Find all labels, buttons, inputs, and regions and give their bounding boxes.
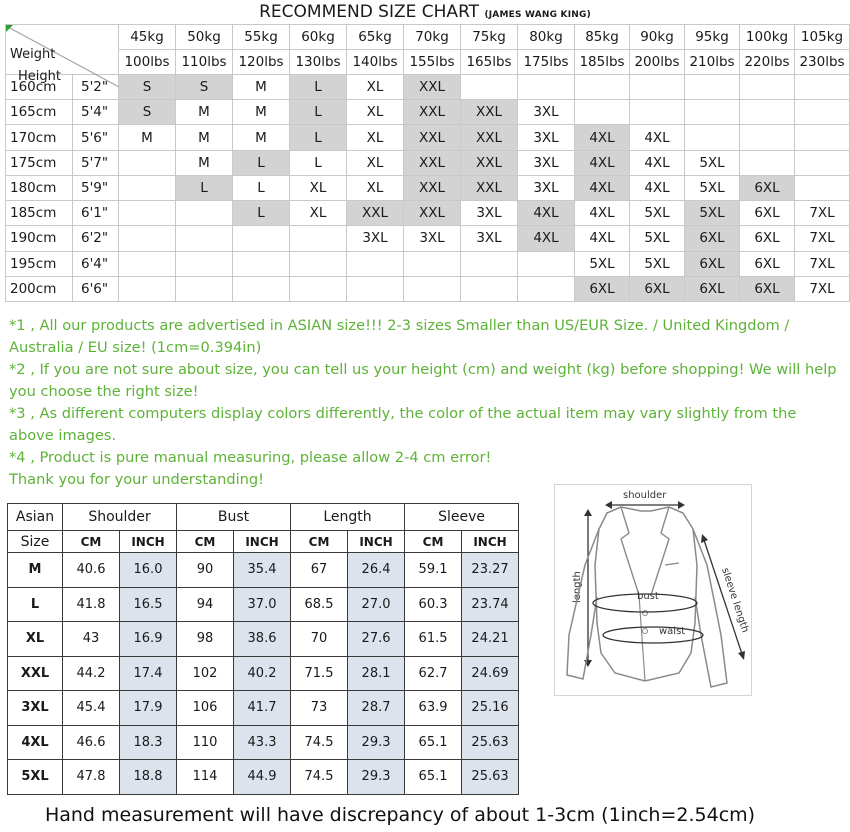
measure-inch-cell: 37.0: [234, 587, 291, 622]
measure-cm-cell: 46.6: [63, 725, 120, 760]
measure-inch-cell: 18.8: [120, 760, 177, 795]
weight-lbs-header: 155lbs: [404, 50, 461, 75]
measurement-row-XL: [8, 622, 519, 657]
measure-inch-cell: 38.6: [234, 622, 291, 657]
recommended-size-cell: L: [233, 201, 290, 226]
recommended-size-cell: [176, 251, 233, 276]
unit-inch: INCH: [120, 531, 177, 553]
note-1: *1 , All our products are advertised in ASIAN size!!! 2-3 sizes Smaller than US/EUR Size. / United Kingdom / Australia / EU size! (1cm=0.394in): [9, 317, 790, 356]
weight-lbs-header: 200lbs: [630, 50, 685, 75]
recommended-size-cell: M: [233, 75, 290, 100]
note-4: *4 , Product is pure manual measuring, please allow 2-4 cm error!: [9, 449, 492, 466]
recommended-size-cell: [119, 175, 176, 200]
recommended-size-cell: [347, 276, 404, 301]
recommended-size-cell: [233, 251, 290, 276]
size-row-170cm: [6, 125, 850, 150]
recommended-size-cell: XL: [290, 201, 347, 226]
recommended-size-cell: S: [119, 75, 176, 100]
recommended-size-cell: [795, 75, 850, 100]
measure-cm-cell: 61.5: [405, 622, 462, 657]
measure-cm-cell: 44.2: [63, 656, 120, 691]
length-label: length: [572, 571, 583, 603]
recommended-size-cell: M: [176, 100, 233, 125]
recommended-size-cell: 4XL: [630, 125, 685, 150]
recommended-size-cell: [630, 100, 685, 125]
height-ft: 5'6": [73, 125, 119, 150]
shoulder-label: shoulder: [623, 490, 667, 501]
recommended-size-cell: XL: [290, 175, 347, 200]
recommended-size-cell: 3XL: [518, 100, 575, 125]
recommended-size-cell: [575, 100, 630, 125]
recommended-size-cell: [795, 150, 850, 175]
footer-note: Hand measurement will have discrepancy of about 1-3cm (1inch=2.54cm): [44, 804, 756, 826]
kg-header-row: [6, 25, 850, 50]
measure-inch-cell: 25.16: [462, 691, 519, 726]
measure-inch-cell: 26.4: [348, 553, 405, 588]
recommended-size-cell: XXL: [404, 75, 461, 100]
weight-lbs-header: 120lbs: [233, 50, 290, 75]
size-row-200cm: [6, 276, 850, 301]
note-thanks: Thank you for your understanding!: [9, 471, 264, 488]
measure-inch-cell: 44.9: [234, 760, 291, 795]
size-row-185cm: [6, 201, 850, 226]
recommended-size-cell: L: [290, 125, 347, 150]
recommended-size-cell: 6XL: [685, 226, 740, 251]
recommended-size-cell: [233, 226, 290, 251]
measure-cm-cell: 63.9: [405, 691, 462, 726]
recommended-size-cell: XXL: [404, 100, 461, 125]
measure-cm-cell: 73: [291, 691, 348, 726]
recommended-size-cell: 3XL: [347, 226, 404, 251]
measure-cm-cell: 43: [63, 622, 120, 657]
weight-lbs-header: 220lbs: [740, 50, 795, 75]
unit-inch: INCH: [348, 531, 405, 553]
recommended-size-cell: [119, 226, 176, 251]
recommended-size-cell: L: [290, 75, 347, 100]
recommended-size-cell: [685, 75, 740, 100]
waist-label: waist: [659, 626, 686, 637]
weight-kg-header: 85kg: [575, 25, 630, 50]
weight-kg-header: 105kg: [795, 25, 850, 50]
weight-kg-header: 50kg: [176, 25, 233, 50]
recommended-size-cell: XXL: [404, 201, 461, 226]
recommended-size-cell: 7XL: [795, 251, 850, 276]
weight-height-corner: [6, 25, 119, 84]
recommended-size-cell: 5XL: [630, 251, 685, 276]
recommended-size-cell: [795, 125, 850, 150]
recommended-size-cell: [176, 226, 233, 251]
recommended-size-cell: [630, 75, 685, 100]
measure-inch-cell: 35.4: [234, 553, 291, 588]
weight-lbs-header: 185lbs: [575, 50, 630, 75]
measure-cm-cell: 60.3: [405, 587, 462, 622]
note-3: *3 , As different computers display colors differently, the color of the actual item may vary slightly from the above images.: [9, 405, 797, 444]
shoulder-header: Shoulder: [63, 504, 177, 531]
measure-cm-cell: 41.8: [63, 587, 120, 622]
recommended-size-cell: [795, 100, 850, 125]
recommended-size-cell: L: [290, 150, 347, 175]
measure-inch-cell: 43.3: [234, 725, 291, 760]
asian-size-cell: 3XL: [8, 691, 63, 726]
recommended-size-cell: [740, 75, 795, 100]
recommended-size-cell: S: [176, 75, 233, 100]
recommended-size-cell: 4XL: [575, 175, 630, 200]
weight-lbs-header: 230lbs: [795, 50, 850, 75]
measurement-body: [8, 553, 519, 795]
measure-inch-cell: 23.27: [462, 553, 519, 588]
recommended-size-cell: 3XL: [518, 175, 575, 200]
notes: [9, 315, 845, 491]
asian-size-cell: 4XL: [8, 725, 63, 760]
measure-cm-cell: 90: [177, 553, 234, 588]
recommended-size-cell: 5XL: [685, 201, 740, 226]
recommended-size-cell: [176, 201, 233, 226]
recommended-size-cell: 6XL: [685, 251, 740, 276]
weight-kg-header: 45kg: [119, 25, 176, 50]
recommended-size-cell: 6XL: [740, 276, 795, 301]
unit-inch: INCH: [234, 531, 291, 553]
recommended-size-cell: 4XL: [575, 226, 630, 251]
recommended-size-cell: [685, 125, 740, 150]
height-cm: 175cm: [6, 150, 73, 175]
recommended-size-cell: XXL: [461, 100, 518, 125]
recommended-size-cell: XXL: [347, 201, 404, 226]
weight-lbs-header: 140lbs: [347, 50, 404, 75]
recommended-size-cell: 3XL: [461, 226, 518, 251]
weight-label: Weight: [10, 47, 56, 62]
height-ft: 5'9": [73, 175, 119, 200]
recommended-size-cell: [740, 100, 795, 125]
recommended-size-cell: [461, 75, 518, 100]
recommended-size-cell: 3XL: [518, 150, 575, 175]
asian-size-cell: 5XL: [8, 760, 63, 795]
weight-kg-header: 100kg: [740, 25, 795, 50]
measurement-row-XXL: [8, 656, 519, 691]
recommended-size-cell: [795, 175, 850, 200]
height-ft: 5'4": [73, 100, 119, 125]
recommended-size-cell: 3XL: [404, 226, 461, 251]
measure-cm-cell: 102: [177, 656, 234, 691]
height-cm: 190cm: [6, 226, 73, 251]
recommended-size-cell: [575, 75, 630, 100]
measure-inch-cell: 25.63: [462, 725, 519, 760]
recommended-size-cell: 6XL: [630, 276, 685, 301]
recommended-size-cell: 6XL: [740, 175, 795, 200]
height-ft: 5'7": [73, 150, 119, 175]
measure-cm-cell: 70: [291, 622, 348, 657]
length-header: Length: [291, 504, 405, 531]
measure-inch-cell: 16.5: [120, 587, 177, 622]
weight-kg-header: 80kg: [518, 25, 575, 50]
recommended-size-cell: [518, 75, 575, 100]
asian-size-cell: XL: [8, 622, 63, 657]
unit-cm: CM: [405, 531, 462, 553]
measure-inch-cell: 28.1: [348, 656, 405, 691]
weight-lbs-header: 165lbs: [461, 50, 518, 75]
recommended-size-cell: M: [233, 125, 290, 150]
recommended-size-cell: 6XL: [575, 276, 630, 301]
measure-inch-cell: 23.74: [462, 587, 519, 622]
measure-cm-cell: 62.7: [405, 656, 462, 691]
recommended-size-cell: 4XL: [575, 125, 630, 150]
measurement-unit-row: [8, 531, 519, 553]
height-cm: 165cm: [6, 100, 73, 125]
recommended-size-cell: 4XL: [630, 175, 685, 200]
size-row-160cm: [6, 75, 850, 100]
recommended-size-cell: [233, 276, 290, 301]
unit-cm: CM: [177, 531, 234, 553]
measure-cm-cell: 74.5: [291, 725, 348, 760]
chart-title-main: RECOMMEND SIZE CHART: [259, 2, 480, 22]
recommended-size-cell: 7XL: [795, 226, 850, 251]
recommended-size-cell: 4XL: [518, 226, 575, 251]
recommended-size-cell: M: [176, 125, 233, 150]
height-cm: 170cm: [6, 125, 73, 150]
measure-inch-cell: 28.7: [348, 691, 405, 726]
recommended-size-cell: 3XL: [461, 201, 518, 226]
recommended-size-cell: [740, 150, 795, 175]
height-cm: 185cm: [6, 201, 73, 226]
measure-cm-cell: 65.1: [405, 760, 462, 795]
measure-cm-cell: 110: [177, 725, 234, 760]
measure-inch-cell: 16.0: [120, 553, 177, 588]
measure-cm-cell: 47.8: [63, 760, 120, 795]
recommended-size-cell: XL: [347, 100, 404, 125]
recommended-size-cell: 4XL: [630, 150, 685, 175]
measurement-table: [7, 503, 519, 795]
recommended-size-cell: XL: [347, 125, 404, 150]
jacket-illustration: [555, 485, 751, 695]
weight-kg-header: 60kg: [290, 25, 347, 50]
jacket-diagram: [554, 484, 752, 696]
size-row-175cm: [6, 150, 850, 175]
weight-kg-header: 75kg: [461, 25, 518, 50]
recommended-size-cell: 6XL: [740, 226, 795, 251]
recommended-size-cell: L: [176, 175, 233, 200]
measure-cm-cell: 114: [177, 760, 234, 795]
measure-inch-cell: 24.21: [462, 622, 519, 657]
recommended-size-cell: [461, 276, 518, 301]
weight-kg-header: 90kg: [630, 25, 685, 50]
weight-kg-header: 95kg: [685, 25, 740, 50]
unit-inch: INCH: [462, 531, 519, 553]
measure-inch-cell: 41.7: [234, 691, 291, 726]
recommended-size-cell: [119, 276, 176, 301]
recommended-size-cell: 5XL: [575, 251, 630, 276]
recommended-size-cell: XXL: [461, 125, 518, 150]
recommend-size-table: [5, 24, 850, 302]
measurement-group-row: [8, 504, 519, 531]
recommended-size-cell: XXL: [404, 125, 461, 150]
recommended-size-cell: L: [290, 100, 347, 125]
recommended-size-cell: XXL: [461, 175, 518, 200]
measure-inch-cell: 16.9: [120, 622, 177, 657]
measurement-row-3XL: [8, 691, 519, 726]
recommended-size-cell: S: [119, 100, 176, 125]
size-row-190cm: [6, 226, 850, 251]
height-label: Height: [18, 69, 61, 84]
recommended-size-cell: [176, 276, 233, 301]
measure-inch-cell: 40.2: [234, 656, 291, 691]
recommended-size-cell: 5XL: [630, 226, 685, 251]
recommended-size-cell: [461, 251, 518, 276]
measure-inch-cell: 18.3: [120, 725, 177, 760]
recommended-size-cell: 3XL: [518, 125, 575, 150]
size-row-180cm: [6, 175, 850, 200]
height-ft: 6'2": [73, 226, 119, 251]
weight-lbs-header: 210lbs: [685, 50, 740, 75]
measure-cm-cell: 65.1: [405, 725, 462, 760]
measure-cm-cell: 40.6: [63, 553, 120, 588]
measure-cm-cell: 94: [177, 587, 234, 622]
recommended-size-cell: 6XL: [685, 276, 740, 301]
height-cm: 160cm: [6, 75, 73, 100]
measurement-row-M: [8, 553, 519, 588]
recommended-size-cell: XXL: [404, 175, 461, 200]
recommended-size-cell: [347, 251, 404, 276]
recommended-size-cell: M: [233, 100, 290, 125]
measure-cm-cell: 98: [177, 622, 234, 657]
recommended-size-cell: XL: [347, 75, 404, 100]
recommended-size-cell: [740, 125, 795, 150]
height-ft: 6'1": [73, 201, 119, 226]
sleeve-header: Sleeve: [405, 504, 519, 531]
bust-header: Bust: [177, 504, 291, 531]
measure-inch-cell: 17.4: [120, 656, 177, 691]
chart-brand: (JAMES WANG KING): [484, 10, 591, 20]
chart-title: [0, 0, 850, 24]
bust-label: bust: [637, 591, 659, 602]
size-row-165cm: [6, 100, 850, 125]
height-cm: 195cm: [6, 251, 73, 276]
height-cm: 180cm: [6, 175, 73, 200]
recommended-size-cell: [518, 251, 575, 276]
weight-lbs-header: 110lbs: [176, 50, 233, 75]
unit-cm: CM: [291, 531, 348, 553]
recommended-size-cell: [518, 276, 575, 301]
measure-cm-cell: 71.5: [291, 656, 348, 691]
measure-cm-cell: 67: [291, 553, 348, 588]
recommended-size-cell: 4XL: [575, 201, 630, 226]
measure-inch-cell: 29.3: [348, 725, 405, 760]
recommended-size-cell: XL: [347, 150, 404, 175]
measure-cm-cell: 68.5: [291, 587, 348, 622]
measure-cm-cell: 74.5: [291, 760, 348, 795]
recommended-size-cell: [119, 251, 176, 276]
recommended-size-cell: [404, 276, 461, 301]
asian-header: Asian: [8, 504, 63, 531]
weight-lbs-header: 130lbs: [290, 50, 347, 75]
weight-lbs-header: 100lbs: [119, 50, 176, 75]
recommended-size-cell: [404, 251, 461, 276]
recommended-size-cell: [119, 201, 176, 226]
recommended-size-cell: 6XL: [740, 201, 795, 226]
sleeve-length-label: sleeve length: [719, 566, 751, 635]
unit-cm: CM: [63, 531, 120, 553]
recommended-size-cell: 7XL: [795, 201, 850, 226]
weight-kg-header: 55kg: [233, 25, 290, 50]
recommended-size-cell: XL: [347, 175, 404, 200]
recommended-size-cell: [685, 100, 740, 125]
recommended-size-cell: M: [176, 150, 233, 175]
note-2: *2 , If you are not sure about size, you can tell us your height (cm) and weight (kg) before shopping! We will help you choose the right size!: [9, 361, 837, 400]
measure-cm-cell: 59.1: [405, 553, 462, 588]
measurement-row-4XL: [8, 725, 519, 760]
height-ft: 6'4": [73, 251, 119, 276]
recommended-size-cell: [290, 251, 347, 276]
measure-inch-cell: 29.3: [348, 760, 405, 795]
height-ft: 5'2": [73, 75, 119, 100]
measure-inch-cell: 25.63: [462, 760, 519, 795]
weight-kg-header: 70kg: [404, 25, 461, 50]
asian-size-cell: L: [8, 587, 63, 622]
recommended-size-cell: [119, 150, 176, 175]
recommend-size-body: [6, 75, 850, 302]
measure-inch-cell: 17.9: [120, 691, 177, 726]
measure-cm-cell: 45.4: [63, 691, 120, 726]
recommended-size-cell: 5XL: [685, 175, 740, 200]
recommended-size-cell: 5XL: [630, 201, 685, 226]
size-row-195cm: [6, 251, 850, 276]
recommended-size-cell: [290, 276, 347, 301]
asian-size-cell: XXL: [8, 656, 63, 691]
measure-inch-cell: 27.0: [348, 587, 405, 622]
lbs-header-row: [6, 50, 850, 75]
measurement-row-5XL: [8, 760, 519, 795]
recommended-size-cell: L: [233, 175, 290, 200]
recommended-size-cell: 5XL: [685, 150, 740, 175]
measure-cm-cell: 106: [177, 691, 234, 726]
recommended-size-cell: XXL: [461, 150, 518, 175]
height-cm: 200cm: [6, 276, 73, 301]
weight-lbs-header: 175lbs: [518, 50, 575, 75]
recommended-size-cell: [290, 226, 347, 251]
size-header: Size: [8, 531, 63, 553]
recommended-size-cell: XXL: [404, 150, 461, 175]
recommended-size-cell: 4XL: [575, 150, 630, 175]
recommended-size-cell: 6XL: [740, 251, 795, 276]
weight-kg-header: 65kg: [347, 25, 404, 50]
height-ft: 6'6": [73, 276, 119, 301]
recommended-size-cell: 4XL: [518, 201, 575, 226]
measure-inch-cell: 24.69: [462, 656, 519, 691]
measure-inch-cell: 27.6: [348, 622, 405, 657]
recommended-size-cell: L: [233, 150, 290, 175]
recommended-size-cell: 7XL: [795, 276, 850, 301]
measurement-row-L: [8, 587, 519, 622]
recommended-size-cell: M: [119, 125, 176, 150]
asian-size-cell: M: [8, 553, 63, 588]
